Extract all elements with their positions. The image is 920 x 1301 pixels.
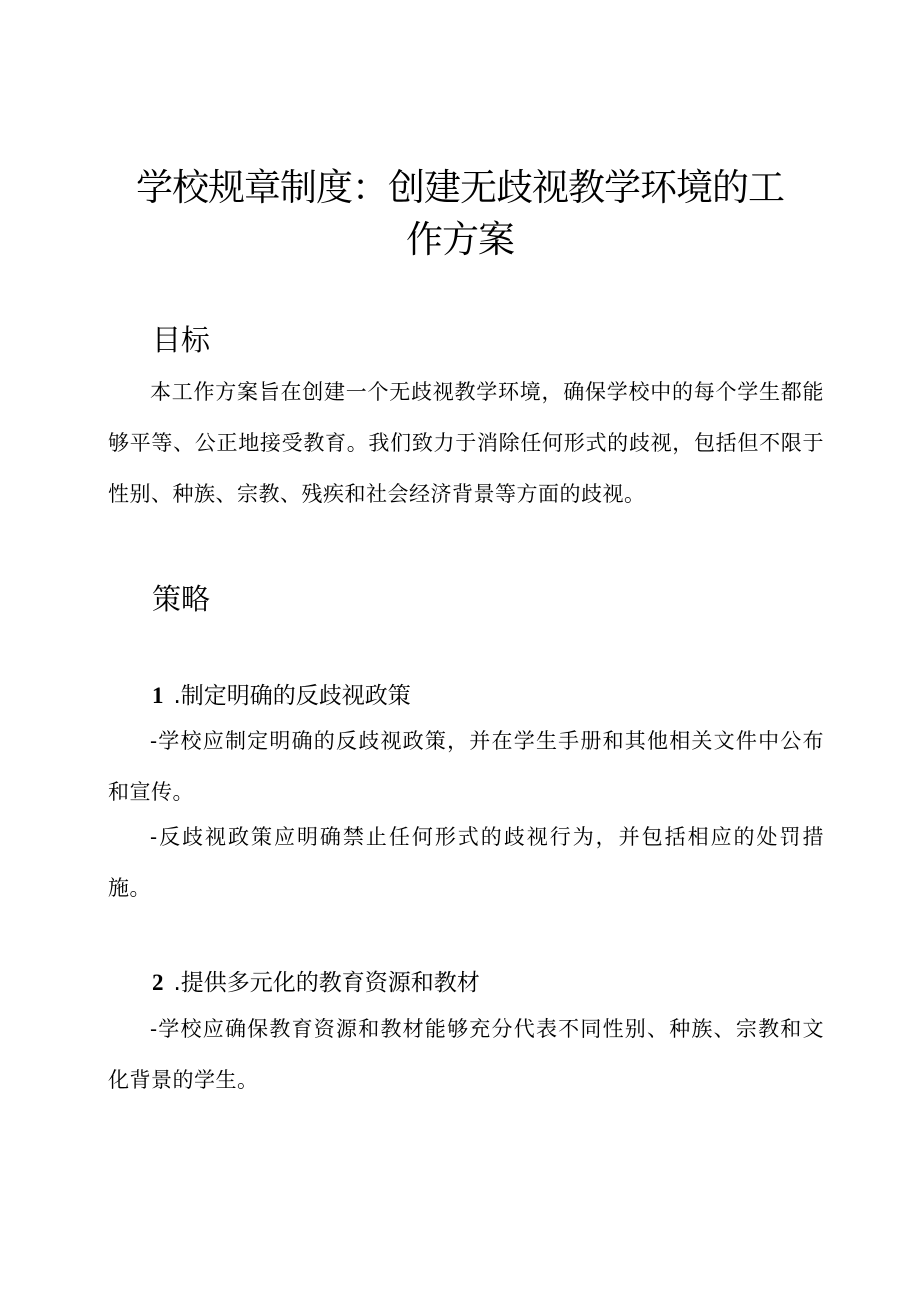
strategy-item-1-heading (152, 681, 411, 711)
strategy-item-1-number: 1 (152, 683, 164, 708)
strategy-item-2-title: .提供多元化的教育资源和教材 (173, 970, 480, 996)
strategy-item-1-point-2: -反歧视政策应明确禁止任何形式的歧视行为，并包括相应的处罚措施。 (108, 825, 824, 900)
strategy-item-2-point-1: -学校应确保教育资源和教材能够充分代表不同性别、种族、宗教和文化背景的学生。 (108, 1017, 824, 1092)
section-heading-strategy: 策略 (152, 582, 211, 616)
strategy-item-2-number: 2 (152, 970, 164, 995)
document-title: 学校规章制度：创建无歧视教学环境的工作方案 (136, 166, 784, 261)
strategy-item-2-heading (152, 968, 480, 998)
strategy-item-1-point-1: -学校应制定明确的反歧视政策，并在学生手册和其他相关文件中公布和宣传。 (108, 729, 824, 804)
goal-paragraph: 本工作方案旨在创建一个无歧视教学环境，确保学校中的每个学生都能够平等、公正地接受教育。我们致力于消除任何形式的歧视，包括但不限于性别、种族、宗教、残疾和社会经济背景等方面的歧视。 (108, 380, 824, 506)
strategy-item-1-title: .制定明确的反歧视政策 (173, 683, 411, 709)
section-heading-goal: 目标 (152, 323, 211, 357)
